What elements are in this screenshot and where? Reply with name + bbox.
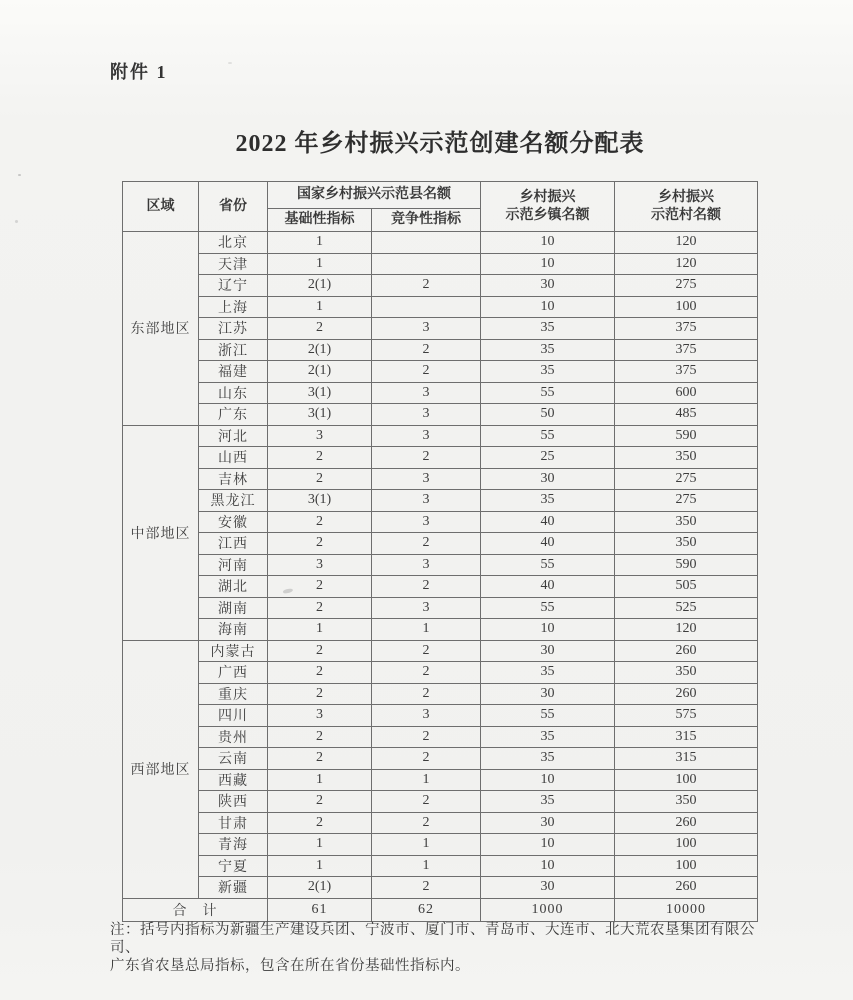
competitive-indicator-cell: 3: [372, 318, 481, 340]
village-quota-cell: 120: [615, 619, 758, 641]
table-row: [123, 361, 758, 383]
table-row: [123, 275, 758, 297]
province-cell: 河北: [199, 425, 268, 447]
township-quota-cell: 10: [481, 232, 615, 254]
quota-table-body: [123, 232, 758, 899]
table-row: [123, 318, 758, 340]
competitive-indicator-cell: 2: [372, 726, 481, 748]
township-quota-cell: 35: [481, 361, 615, 383]
table-footnote: [110, 921, 770, 975]
competitive-indicator-cell: 3: [372, 468, 481, 490]
township-quota-cell: 30: [481, 812, 615, 834]
village-quota-cell: 485: [615, 404, 758, 426]
header-village-quota: [615, 182, 758, 232]
quota-table-header: [123, 182, 758, 232]
province-cell: 陕西: [199, 791, 268, 813]
basic-indicator-cell: 2: [268, 576, 372, 598]
township-quota-cell: 55: [481, 705, 615, 727]
total-label-cell: 合 计: [123, 898, 268, 921]
table-row: [123, 791, 758, 813]
competitive-indicator-cell: 3: [372, 554, 481, 576]
header-township-line2: 示范乡镇名额: [505, 207, 590, 223]
village-quota-cell: 350: [615, 511, 758, 533]
competitive-indicator-cell: 1: [372, 619, 481, 641]
region-cell: 西部地区: [123, 640, 199, 898]
basic-indicator-cell: 2: [268, 726, 372, 748]
village-quota-cell: 260: [615, 877, 758, 899]
header-village-line2: 示范村名额: [651, 207, 721, 223]
basic-indicator-cell: 1: [268, 253, 372, 275]
basic-indicator-cell: 2: [268, 662, 372, 684]
basic-indicator-cell: 2: [268, 511, 372, 533]
province-cell: 安徽: [199, 511, 268, 533]
basic-indicator-cell: 2(1): [268, 877, 372, 899]
header-competitive-indicator: 竞争性指标: [372, 209, 481, 232]
township-quota-cell: 40: [481, 533, 615, 555]
table-row: [123, 619, 758, 641]
province-cell: 北京: [199, 232, 268, 254]
basic-indicator-cell: 1: [268, 855, 372, 877]
header-province: 省份: [199, 182, 268, 232]
village-quota-cell: 525: [615, 597, 758, 619]
competitive-indicator-cell: 2: [372, 791, 481, 813]
table-row: [123, 812, 758, 834]
township-quota-cell: 30: [481, 877, 615, 899]
province-cell: 上海: [199, 296, 268, 318]
village-quota-cell: 350: [615, 662, 758, 684]
table-row: [123, 339, 758, 361]
township-quota-cell: 30: [481, 640, 615, 662]
footnote-line2: 广东省农垦总局指标，包含在所在省份基础性指标内。: [110, 958, 470, 974]
township-quota-cell: 10: [481, 855, 615, 877]
province-cell: 山西: [199, 447, 268, 469]
competitive-indicator-cell: 1: [372, 855, 481, 877]
province-cell: 重庆: [199, 683, 268, 705]
basic-indicator-cell: 3: [268, 425, 372, 447]
competitive-indicator-cell: [372, 253, 481, 275]
basic-indicator-cell: 2: [268, 791, 372, 813]
table-row: [123, 296, 758, 318]
province-cell: 江西: [199, 533, 268, 555]
table-row: [123, 554, 758, 576]
village-quota-cell: 600: [615, 382, 758, 404]
competitive-indicator-cell: 1: [372, 769, 481, 791]
village-quota-cell: 575: [615, 705, 758, 727]
township-quota-cell: 35: [481, 791, 615, 813]
table-row: [123, 640, 758, 662]
village-quota-cell: 590: [615, 554, 758, 576]
basic-indicator-cell: 2: [268, 447, 372, 469]
village-quota-cell: 260: [615, 683, 758, 705]
village-quota-cell: 260: [615, 640, 758, 662]
province-cell: 云南: [199, 748, 268, 770]
village-quota-cell: 590: [615, 425, 758, 447]
province-cell: 天津: [199, 253, 268, 275]
township-quota-cell: 10: [481, 253, 615, 275]
basic-indicator-cell: 2: [268, 748, 372, 770]
table-row: [123, 855, 758, 877]
village-quota-cell: 100: [615, 769, 758, 791]
province-cell: 吉林: [199, 468, 268, 490]
province-cell: 海南: [199, 619, 268, 641]
competitive-indicator-cell: 2: [372, 339, 481, 361]
township-quota-cell: 10: [481, 769, 615, 791]
province-cell: 福建: [199, 361, 268, 383]
township-quota-cell: 35: [481, 748, 615, 770]
table-row: [123, 404, 758, 426]
basic-indicator-cell: 3(1): [268, 382, 372, 404]
village-quota-cell: 350: [615, 533, 758, 555]
basic-indicator-cell: 1: [268, 619, 372, 641]
table-row: [123, 597, 758, 619]
competitive-indicator-cell: 1: [372, 834, 481, 856]
competitive-indicator-cell: 3: [372, 511, 481, 533]
province-cell: 湖北: [199, 576, 268, 598]
province-cell: 内蒙古: [199, 640, 268, 662]
village-quota-cell: 315: [615, 748, 758, 770]
province-cell: 青海: [199, 834, 268, 856]
competitive-indicator-cell: [372, 232, 481, 254]
header-township-quota: [481, 182, 615, 232]
header-region: 区域: [123, 182, 199, 232]
township-quota-cell: 55: [481, 382, 615, 404]
basic-indicator-cell: 2(1): [268, 361, 372, 383]
township-quota-cell: 30: [481, 275, 615, 297]
basic-indicator-cell: 2: [268, 812, 372, 834]
header-township-line1: 乡村振兴: [519, 190, 576, 205]
village-quota-cell: 350: [615, 791, 758, 813]
competitive-indicator-cell: 2: [372, 447, 481, 469]
basic-indicator-cell: 2: [268, 468, 372, 490]
township-quota-cell: 30: [481, 683, 615, 705]
page-title: 2022 年乡村振兴示范创建名额分配表: [235, 131, 645, 157]
quota-table: [122, 181, 758, 922]
basic-indicator-cell: 3(1): [268, 490, 372, 512]
footnote-line1: 注：括号内指标为新疆生产建设兵团、宁波市、厦门市、青岛市、大连市、北大荒农垦集团有限公司、: [110, 922, 755, 956]
village-quota-cell: 375: [615, 318, 758, 340]
competitive-indicator-cell: 2: [372, 361, 481, 383]
header-basic-indicator: 基础性指标: [268, 209, 372, 232]
province-cell: 浙江: [199, 339, 268, 361]
township-quota-cell: 35: [481, 339, 615, 361]
table-row: [123, 726, 758, 748]
table-row: [123, 748, 758, 770]
competitive-indicator-cell: 2: [372, 640, 481, 662]
basic-indicator-cell: 3(1): [268, 404, 372, 426]
table-row: [123, 769, 758, 791]
competitive-indicator-cell: 3: [372, 425, 481, 447]
basic-indicator-cell: 2: [268, 318, 372, 340]
province-cell: 黑龙江: [199, 490, 268, 512]
total-township-cell: 1000: [481, 898, 615, 921]
province-cell: 广西: [199, 662, 268, 684]
township-quota-cell: 40: [481, 511, 615, 533]
basic-indicator-cell: 3: [268, 554, 372, 576]
village-quota-cell: 275: [615, 490, 758, 512]
province-cell: 辽宁: [199, 275, 268, 297]
village-quota-cell: 100: [615, 834, 758, 856]
township-quota-cell: 35: [481, 318, 615, 340]
competitive-indicator-cell: 2: [372, 877, 481, 899]
basic-indicator-cell: 2: [268, 597, 372, 619]
table-row: [123, 253, 758, 275]
table-row: [123, 490, 758, 512]
village-quota-cell: 375: [615, 339, 758, 361]
township-quota-cell: 10: [481, 296, 615, 318]
basic-indicator-cell: 3: [268, 705, 372, 727]
province-cell: 新疆: [199, 877, 268, 899]
competitive-indicator-cell: 2: [372, 275, 481, 297]
total-village-cell: 10000: [615, 898, 758, 921]
township-quota-cell: 50: [481, 404, 615, 426]
village-quota-cell: 120: [615, 253, 758, 275]
basic-indicator-cell: 2(1): [268, 275, 372, 297]
township-quota-cell: 10: [481, 834, 615, 856]
basic-indicator-cell: 2: [268, 533, 372, 555]
township-quota-cell: 40: [481, 576, 615, 598]
header-village-line1: 乡村振兴: [658, 190, 714, 205]
table-row: [123, 834, 758, 856]
basic-indicator-cell: 2: [268, 640, 372, 662]
township-quota-cell: 30: [481, 468, 615, 490]
scan-artifact-speck: [18, 174, 21, 176]
table-row: [123, 425, 758, 447]
region-cell: 东部地区: [123, 232, 199, 426]
township-quota-cell: 35: [481, 726, 615, 748]
province-cell: 江苏: [199, 318, 268, 340]
township-quota-cell: 35: [481, 662, 615, 684]
village-quota-cell: 275: [615, 468, 758, 490]
province-cell: 山东: [199, 382, 268, 404]
competitive-indicator-cell: [372, 296, 481, 318]
basic-indicator-cell: 1: [268, 296, 372, 318]
township-quota-cell: 35: [481, 490, 615, 512]
province-cell: 贵州: [199, 726, 268, 748]
competitive-indicator-cell: 3: [372, 490, 481, 512]
village-quota-cell: 315: [615, 726, 758, 748]
province-cell: 西藏: [199, 769, 268, 791]
competitive-indicator-cell: 2: [372, 662, 481, 684]
village-quota-cell: 505: [615, 576, 758, 598]
competitive-indicator-cell: 2: [372, 576, 481, 598]
table-row: [123, 662, 758, 684]
region-cell: 中部地区: [123, 425, 199, 640]
table-row: [123, 877, 758, 899]
table-row: [123, 468, 758, 490]
table-row: [123, 576, 758, 598]
attachment-label: 附件 1: [110, 62, 168, 82]
province-cell: 四川: [199, 705, 268, 727]
competitive-indicator-cell: 3: [372, 382, 481, 404]
basic-indicator-cell: 2: [268, 683, 372, 705]
total-row: [123, 898, 758, 921]
village-quota-cell: 350: [615, 447, 758, 469]
total-competitive-cell: 62: [372, 898, 481, 921]
township-quota-cell: 25: [481, 447, 615, 469]
basic-indicator-cell: 1: [268, 232, 372, 254]
province-cell: 湖南: [199, 597, 268, 619]
competitive-indicator-cell: 2: [372, 533, 481, 555]
province-cell: 甘肃: [199, 812, 268, 834]
table-row: [123, 511, 758, 533]
province-cell: 宁夏: [199, 855, 268, 877]
basic-indicator-cell: 2(1): [268, 339, 372, 361]
competitive-indicator-cell: 3: [372, 705, 481, 727]
province-cell: 广东: [199, 404, 268, 426]
table-row: [123, 705, 758, 727]
village-quota-cell: 100: [615, 296, 758, 318]
competitive-indicator-cell: 2: [372, 683, 481, 705]
township-quota-cell: 55: [481, 597, 615, 619]
township-quota-cell: 55: [481, 425, 615, 447]
township-quota-cell: 55: [481, 554, 615, 576]
quota-table-total: [123, 898, 758, 921]
table-row: [123, 533, 758, 555]
header-county-group: 国家乡村振兴示范县名额: [268, 182, 481, 209]
competitive-indicator-cell: 3: [372, 404, 481, 426]
village-quota-cell: 275: [615, 275, 758, 297]
competitive-indicator-cell: 2: [372, 748, 481, 770]
village-quota-cell: 260: [615, 812, 758, 834]
township-quota-cell: 10: [481, 619, 615, 641]
competitive-indicator-cell: 3: [372, 597, 481, 619]
basic-indicator-cell: 1: [268, 769, 372, 791]
scan-artifact-speck: [228, 62, 232, 64]
village-quota-cell: 120: [615, 232, 758, 254]
table-row: [123, 232, 758, 254]
table-row: [123, 382, 758, 404]
basic-indicator-cell: 1: [268, 834, 372, 856]
competitive-indicator-cell: 2: [372, 812, 481, 834]
table-row: [123, 447, 758, 469]
village-quota-cell: 100: [615, 855, 758, 877]
total-basic-cell: 61: [268, 898, 372, 921]
scan-artifact-speck: [15, 220, 18, 223]
province-cell: 河南: [199, 554, 268, 576]
village-quota-cell: 375: [615, 361, 758, 383]
table-row: [123, 683, 758, 705]
